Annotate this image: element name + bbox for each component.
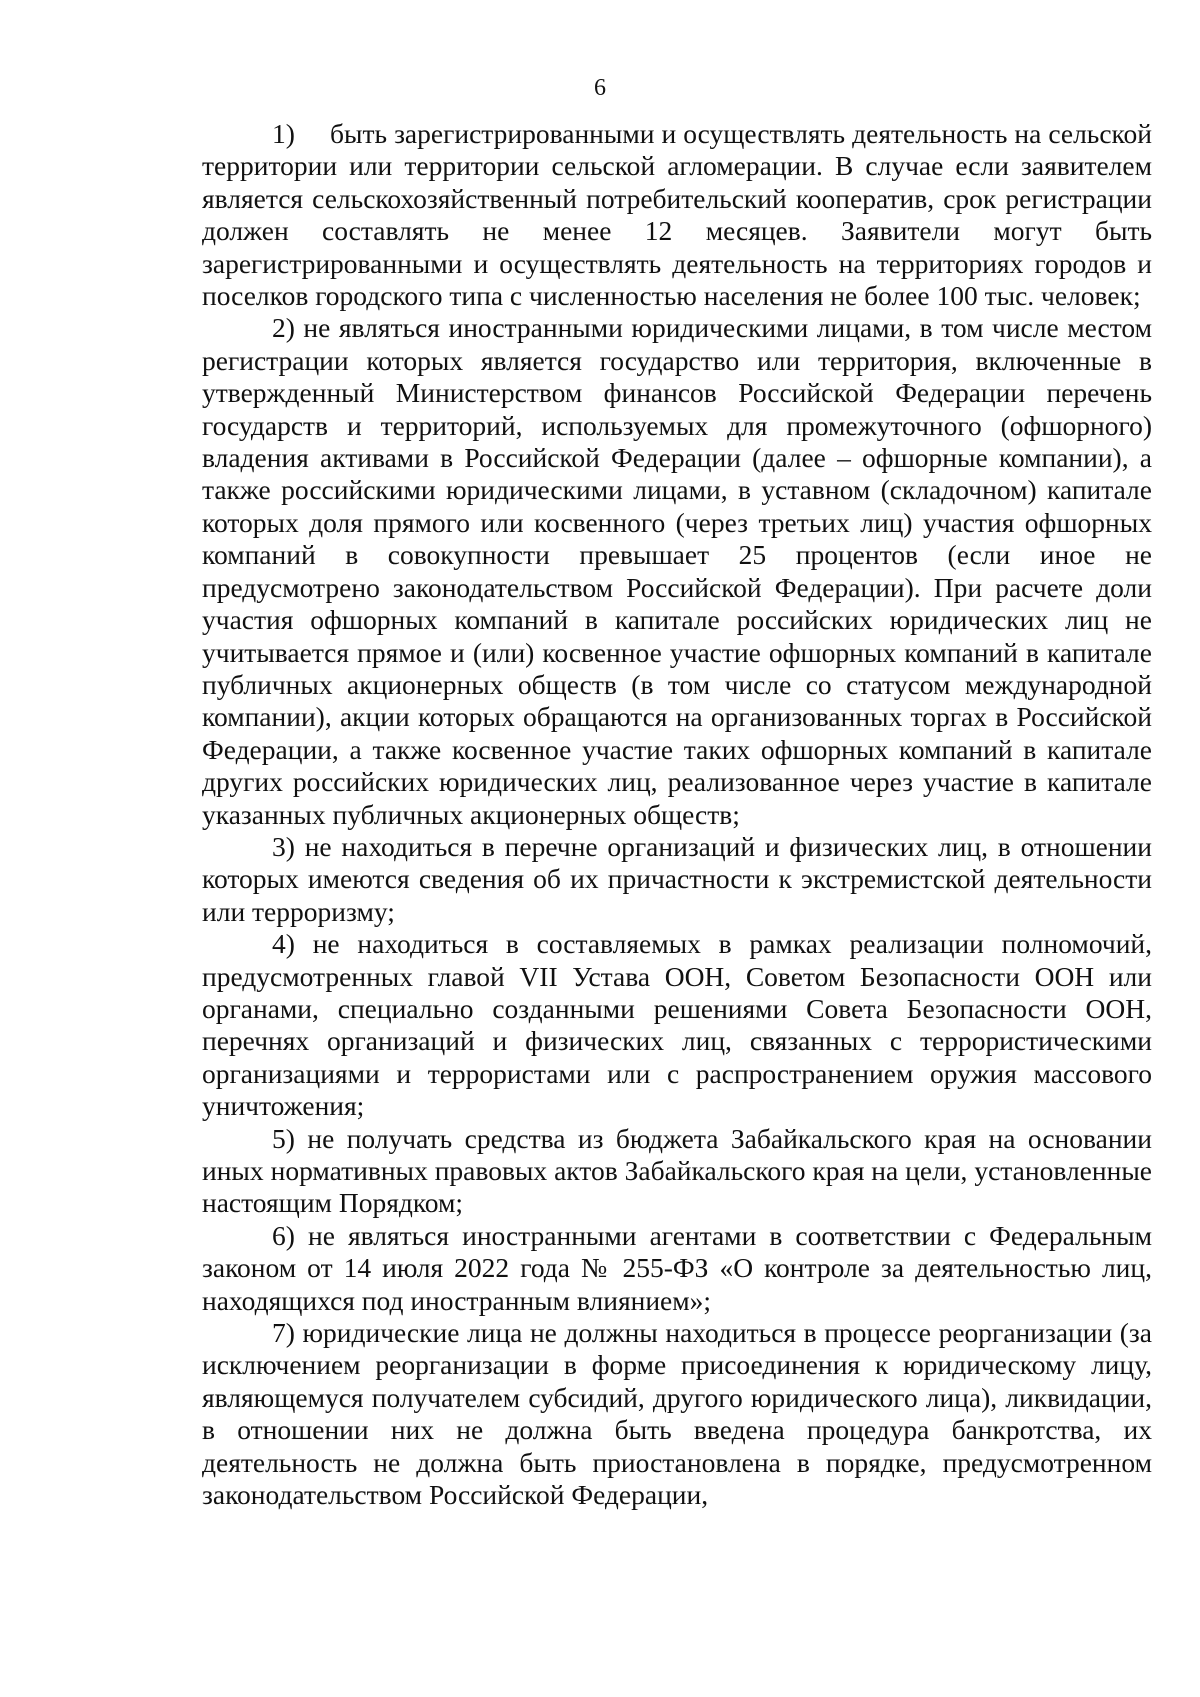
document-body <box>202 118 1152 1511</box>
paragraph-item-4: 4) не находиться в составляемых в рамках реализации полномочий, предусмотренных главой VII Устава ООН, Советом Безопасности ООН или органами, специально созданными решениями Совета Безопасности ООН, перечнях организаций и физических лиц, связанных с террористическими организациями и террористами или с распространением оружия массового уничтожения; <box>202 928 1152 1122</box>
paragraph-item-2: 2) не являться иностранными юридическими лицами, в том числе местом регистрации которых является государство или территория, включенные в утвержденный Министерством финансов Российской Федерации перечень государств и территорий, используемых для промежуточного (офшорного) владения активами в Российской Федерации (далее – офшорные компании), а также российскими юридическими лицами, в уставном (складочном) капитале которых доля прямого или косвенного (через третьих лиц) участия офшорных компаний в совокупности превышает 25 процентов (если иное не предусмотрено законодательством Российской Федерации). При расчете доли участия офшорных компаний в капитале российских юридических лиц не учитывается прямое и (или) косвенное участие офшорных компаний в капитале публичных акционерных обществ (в том числе со статусом международной компании), акции которых обращаются на организованных торгах в Российской Федерации, а также косвенное участие таких офшорных компаний в капитале других российских юридических лиц, реализованное через участие в капитале указанных публичных акционерных обществ; <box>202 312 1152 830</box>
paragraph-item-1: 1) быть зарегистрированными и осуществлять деятельность на сельской территории или территории сельской агломерации. В случае если заявителем является сельскохозяйственный потребительский кооператив, срок регистрации должен составлять не менее 12 месяцев. Заявители могут быть зарегистрированными и осуществлять деятельность на территориях городов и поселков городского типа с численностью населения не более 100 тыс. человек; <box>202 118 1152 312</box>
paragraph-item-5: 5) не получать средства из бюджета Забайкальского края на основании иных нормативных правовых актов Забайкальского края на цели, установленные настоящим Порядком; <box>202 1122 1152 1219</box>
paragraph-item-7: 7) юридические лица не должны находиться в процессе реорганизации (за исключением реорганизации в форме присоединения к юридическому лицу, являющемуся получателем субсидий, другого юридического лица), ликвидации, в отношении них не должна быть введена процедура банкротства, их деятельность не должна быть приостановлена в порядке, предусмотренном законодательством Российской Федерации, <box>202 1317 1152 1511</box>
page-number: 6 <box>594 75 606 101</box>
paragraph-item-6: 6) не являться иностранными агентами в соответствии с Федеральным законом от 14 июля 2022 года № 255-ФЗ «О контроле за деятельностью лиц, находящихся под иностранным влиянием»; <box>202 1219 1152 1316</box>
paragraph-item-3: 3) не находиться в перечне организаций и физических лиц, в отношении которых имеются сведения об их причастности к экстремистской деятельности или терроризму; <box>202 830 1152 927</box>
